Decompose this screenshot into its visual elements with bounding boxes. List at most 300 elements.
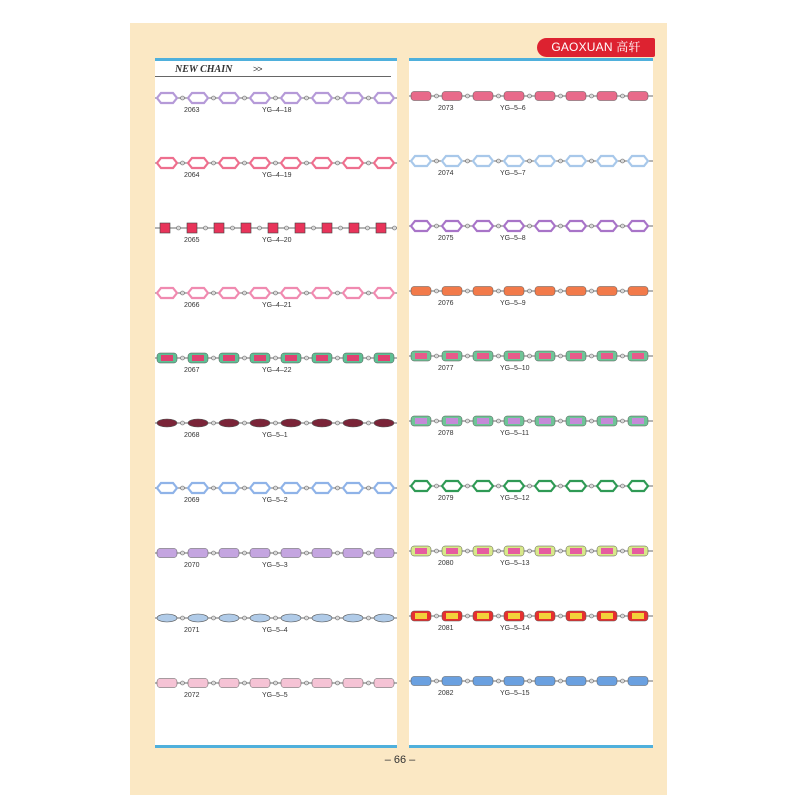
model-code: YG–4–19 [262, 172, 292, 179]
chain-link [535, 546, 555, 556]
chain-link [504, 156, 524, 166]
rhinestone-bead [590, 159, 594, 163]
chain-link [628, 221, 648, 231]
chain-link [628, 481, 648, 491]
chain-link [473, 156, 493, 166]
rhinestone-bead [274, 681, 278, 685]
rhinestone-bead [528, 549, 532, 553]
rhinestone-bead [590, 549, 594, 553]
rhinestone-bead [621, 679, 625, 683]
rhinestone-bead [243, 161, 247, 165]
section-arrows: >> [253, 64, 262, 74]
product-number: 2077 [438, 365, 454, 372]
chain-link [188, 614, 208, 622]
model-code: YG–5–11 [500, 430, 530, 437]
chain-link [566, 677, 586, 686]
rhinestone-bead [367, 356, 371, 360]
model-code: YG–5–4 [262, 627, 288, 634]
rhinestone-bead [435, 679, 439, 683]
model-code: YG–5–6 [500, 105, 526, 112]
rhinestone-bead [559, 484, 563, 488]
chain-link [250, 93, 270, 103]
chain-link [281, 93, 301, 103]
chain-link [250, 679, 270, 688]
chain-link [188, 419, 208, 427]
chain-link [374, 419, 394, 427]
chain-link [535, 221, 555, 231]
chain-link [219, 614, 239, 622]
chain-image [409, 540, 653, 562]
chain-link [628, 351, 648, 361]
rhinestone-bead [528, 419, 532, 423]
chain-link [343, 483, 363, 493]
chain-link [442, 351, 462, 361]
chain-link [157, 483, 177, 493]
rhinestone-bead [336, 551, 340, 555]
product-item [409, 410, 653, 450]
rhinestone-bead [559, 614, 563, 618]
chain-image [155, 87, 397, 109]
chain-link [188, 483, 208, 493]
chain-image [409, 345, 653, 367]
chain-image [155, 217, 397, 239]
chain-link [281, 483, 301, 493]
rhinestone-bead [212, 551, 216, 555]
chain-image [155, 347, 397, 369]
rhinestone-bead [305, 96, 309, 100]
rhinestone-bead [305, 551, 309, 555]
chain-link [566, 156, 586, 166]
chain-link [281, 549, 301, 558]
product-number: 2070 [184, 562, 200, 569]
chain-link [597, 546, 617, 556]
rhinestone-bead [336, 291, 340, 295]
rhinestone-bead [336, 356, 340, 360]
product-item [155, 347, 397, 387]
model-code: YG–5–10 [500, 365, 530, 372]
chain-link [597, 221, 617, 231]
chain-link [566, 611, 586, 621]
chain-link [160, 223, 170, 233]
rhinestone-bead [243, 96, 247, 100]
chain-link [411, 156, 431, 166]
chain-link [250, 483, 270, 493]
rhinestone-bead [466, 679, 470, 683]
product-number: 2075 [438, 235, 454, 242]
rhinestone-bead [305, 291, 309, 295]
chain-link [504, 92, 524, 101]
product-number: 2069 [184, 497, 200, 504]
chain-link [374, 614, 394, 622]
product-item [409, 150, 653, 190]
bottom-rule [409, 745, 653, 748]
rhinestone-bead [435, 614, 439, 618]
rhinestone-bead [393, 226, 397, 230]
chain-link [411, 221, 431, 231]
rhinestone-bead [285, 226, 289, 230]
rhinestone-bead [466, 159, 470, 163]
chain-link [188, 353, 208, 363]
product-item [409, 280, 653, 320]
chain-link [411, 351, 431, 361]
rhinestone-bead [212, 616, 216, 620]
rhinestone-bead [590, 614, 594, 618]
rhinestone-bead [621, 94, 625, 98]
chain-link [566, 481, 586, 491]
chain-link [442, 416, 462, 426]
rhinestone-bead [274, 161, 278, 165]
chain-link [597, 156, 617, 166]
chain-link [250, 614, 270, 622]
chain-image [409, 150, 653, 172]
chain-link [219, 679, 239, 688]
chain-link [187, 223, 197, 233]
chain-link [535, 287, 555, 296]
chain-link [504, 677, 524, 686]
rhinestone-bead [621, 159, 625, 163]
rhinestone-bead [559, 289, 563, 293]
chain-link [343, 288, 363, 298]
model-code: YG–5–1 [262, 432, 288, 439]
rhinestone-bead [621, 354, 625, 358]
product-number: 2074 [438, 170, 454, 177]
rhinestone-bead [336, 616, 340, 620]
rhinestone-bead [466, 289, 470, 293]
rhinestone-bead [590, 224, 594, 228]
chain-link [374, 353, 394, 363]
rhinestone-bead [621, 549, 625, 553]
chain-link [374, 679, 394, 688]
chain-link [504, 351, 524, 361]
chain-image [155, 152, 397, 174]
chain-image [155, 607, 397, 629]
rhinestone-bead [528, 94, 532, 98]
product-item [409, 670, 653, 710]
product-number: 2064 [184, 172, 200, 179]
chain-link [566, 287, 586, 296]
chain-image [155, 477, 397, 499]
rhinestone-bead [367, 161, 371, 165]
rhinestone-bead [497, 484, 501, 488]
rhinestone-bead [528, 224, 532, 228]
product-number: 2073 [438, 105, 454, 112]
chain-link [157, 353, 177, 363]
chain-link [157, 679, 177, 688]
rhinestone-bead [274, 616, 278, 620]
rhinestone-bead [274, 96, 278, 100]
chain-link [374, 549, 394, 558]
rhinestone-bead [312, 226, 316, 230]
chain-link [219, 158, 239, 168]
rhinestone-bead [181, 96, 185, 100]
chain-link [597, 287, 617, 296]
chain-link [504, 221, 524, 231]
chain-image [409, 605, 653, 627]
model-code: YG–5–13 [500, 560, 530, 567]
chain-link [219, 549, 239, 558]
rhinestone-bead [274, 356, 278, 360]
rhinestone-bead [590, 484, 594, 488]
rhinestone-bead [367, 551, 371, 555]
rhinestone-bead [177, 226, 181, 230]
rhinestone-bead [466, 614, 470, 618]
chain-link [473, 92, 493, 101]
rhinestone-bead [497, 289, 501, 293]
chain-link [322, 223, 332, 233]
chain-link [349, 223, 359, 233]
chain-link [281, 158, 301, 168]
rhinestone-bead [305, 486, 309, 490]
chain-link [214, 223, 224, 233]
rhinestone-bead [336, 421, 340, 425]
model-code: YG–4–20 [262, 237, 292, 244]
product-number: 2079 [438, 495, 454, 502]
product-item [409, 85, 653, 125]
rhinestone-bead [212, 486, 216, 490]
chain-link [312, 679, 332, 688]
chain-link [504, 611, 524, 621]
chain-link [628, 546, 648, 556]
chain-link [442, 677, 462, 686]
product-item [155, 412, 397, 452]
rhinestone-bead [559, 159, 563, 163]
rhinestone-bead [305, 356, 309, 360]
rhinestone-bead [212, 356, 216, 360]
rhinestone-bead [339, 226, 343, 230]
top-rule [409, 58, 653, 61]
chain-link [250, 549, 270, 558]
brand-badge: GAOXUAN 高轩 [537, 38, 655, 57]
model-code: YG–4–18 [262, 107, 292, 114]
chain-link [219, 288, 239, 298]
chain-link [442, 546, 462, 556]
chain-link [442, 221, 462, 231]
chain-link [442, 611, 462, 621]
rhinestone-bead [181, 291, 185, 295]
model-code: YG–5–14 [500, 625, 530, 632]
chain-image [155, 542, 397, 564]
header-rule [155, 76, 391, 77]
chain-link [411, 546, 431, 556]
chain-link [473, 416, 493, 426]
rhinestone-bead [590, 354, 594, 358]
rhinestone-bead [336, 96, 340, 100]
chain-link [250, 353, 270, 363]
rhinestone-bead [367, 486, 371, 490]
chain-link [535, 351, 555, 361]
chain-link [241, 223, 251, 233]
right-panel [409, 58, 653, 748]
chain-link [219, 93, 239, 103]
chain-link [312, 158, 332, 168]
rhinestone-bead [435, 289, 439, 293]
product-item [155, 282, 397, 322]
chain-link [281, 679, 301, 688]
rhinestone-bead [336, 681, 340, 685]
rhinestone-bead [466, 354, 470, 358]
chain-link [188, 288, 208, 298]
chain-link [157, 93, 177, 103]
rhinestone-bead [466, 484, 470, 488]
rhinestone-bead [274, 551, 278, 555]
chain-image [155, 672, 397, 694]
rhinestone-bead [243, 616, 247, 620]
rhinestone-bead [497, 419, 501, 423]
chain-link [411, 677, 431, 686]
rhinestone-bead [528, 484, 532, 488]
product-item [409, 605, 653, 645]
rhinestone-bead [274, 486, 278, 490]
product-item [155, 87, 397, 127]
rhinestone-bead [305, 681, 309, 685]
chain-link [535, 611, 555, 621]
rhinestone-bead [243, 421, 247, 425]
chain-link [473, 481, 493, 491]
chain-link [504, 416, 524, 426]
chain-link [157, 549, 177, 558]
chain-link [411, 416, 431, 426]
rhinestone-bead [497, 354, 501, 358]
chain-image [155, 412, 397, 434]
chain-link [188, 549, 208, 558]
rhinestone-bead [367, 291, 371, 295]
model-code: YG–5–7 [500, 170, 526, 177]
rhinestone-bead [559, 419, 563, 423]
rhinestone-bead [336, 486, 340, 490]
chain-link [597, 677, 617, 686]
rhinestone-bead [243, 291, 247, 295]
rhinestone-bead [305, 161, 309, 165]
chain-link [374, 93, 394, 103]
chain-link [268, 223, 278, 233]
rhinestone-bead [559, 224, 563, 228]
chain-link [566, 416, 586, 426]
rhinestone-bead [528, 354, 532, 358]
product-number: 2080 [438, 560, 454, 567]
chain-link [188, 93, 208, 103]
chain-link [295, 223, 305, 233]
rhinestone-bead [243, 681, 247, 685]
chain-link [504, 481, 524, 491]
rhinestone-bead [590, 419, 594, 423]
chain-image [409, 280, 653, 302]
page-number: – 66 – [384, 754, 416, 766]
product-item [155, 217, 397, 257]
rhinestone-bead [528, 159, 532, 163]
product-number: 2081 [438, 625, 454, 632]
rhinestone-bead [212, 681, 216, 685]
rhinestone-bead [243, 356, 247, 360]
rhinestone-bead [435, 159, 439, 163]
rhinestone-bead [366, 226, 370, 230]
rhinestone-bead [559, 549, 563, 553]
chain-link [250, 419, 270, 427]
chain-link [411, 481, 431, 491]
product-number: 2067 [184, 367, 200, 374]
product-item [155, 477, 397, 517]
rhinestone-bead [305, 421, 309, 425]
product-item [155, 152, 397, 192]
chain-link [411, 611, 431, 621]
rhinestone-bead [204, 226, 208, 230]
product-item [155, 672, 397, 712]
chain-image [409, 410, 653, 432]
rhinestone-bead [435, 419, 439, 423]
chain-link [219, 483, 239, 493]
rhinestone-bead [466, 419, 470, 423]
chain-link [374, 158, 394, 168]
rhinestone-bead [367, 616, 371, 620]
rhinestone-bead [274, 291, 278, 295]
chain-image [409, 215, 653, 237]
model-code: YG–5–8 [500, 235, 526, 242]
chain-link [343, 419, 363, 427]
chain-link [188, 158, 208, 168]
rhinestone-bead [590, 289, 594, 293]
product-number: 2072 [184, 692, 200, 699]
chain-link [473, 221, 493, 231]
model-code: YG–5–3 [262, 562, 288, 569]
chain-link [312, 549, 332, 558]
chain-link [281, 353, 301, 363]
product-item [155, 607, 397, 647]
rhinestone-bead [497, 549, 501, 553]
chain-link [473, 611, 493, 621]
rhinestone-bead [258, 226, 262, 230]
rhinestone-bead [466, 94, 470, 98]
chain-image [409, 85, 653, 107]
product-item [409, 475, 653, 515]
chain-link [473, 546, 493, 556]
rhinestone-bead [497, 94, 501, 98]
chain-link [504, 287, 524, 296]
chain-link [312, 419, 332, 427]
product-number: 2076 [438, 300, 454, 307]
chain-image [409, 475, 653, 497]
chain-link [442, 92, 462, 101]
chain-link [597, 416, 617, 426]
rhinestone-bead [181, 681, 185, 685]
chain-link [535, 677, 555, 686]
rhinestone-bead [466, 224, 470, 228]
rhinestone-bead [181, 421, 185, 425]
chain-link [628, 287, 648, 296]
chain-link [312, 614, 332, 622]
model-code: YG–5–12 [500, 495, 530, 502]
chain-link [628, 611, 648, 621]
product-item [409, 345, 653, 385]
rhinestone-bead [435, 224, 439, 228]
chain-link [312, 353, 332, 363]
rhinestone-bead [590, 679, 594, 683]
chain-link [566, 221, 586, 231]
product-number: 2078 [438, 430, 454, 437]
rhinestone-bead [367, 421, 371, 425]
chain-link [566, 92, 586, 101]
rhinestone-bead [181, 486, 185, 490]
product-item [409, 215, 653, 255]
chain-link [157, 158, 177, 168]
rhinestone-bead [621, 419, 625, 423]
rhinestone-bead [243, 486, 247, 490]
chain-link [219, 353, 239, 363]
chain-link [628, 156, 648, 166]
model-code: YG–4–22 [262, 367, 292, 374]
product-number: 2071 [184, 627, 200, 634]
chain-link [374, 288, 394, 298]
rhinestone-bead [621, 224, 625, 228]
chain-link [157, 614, 177, 622]
